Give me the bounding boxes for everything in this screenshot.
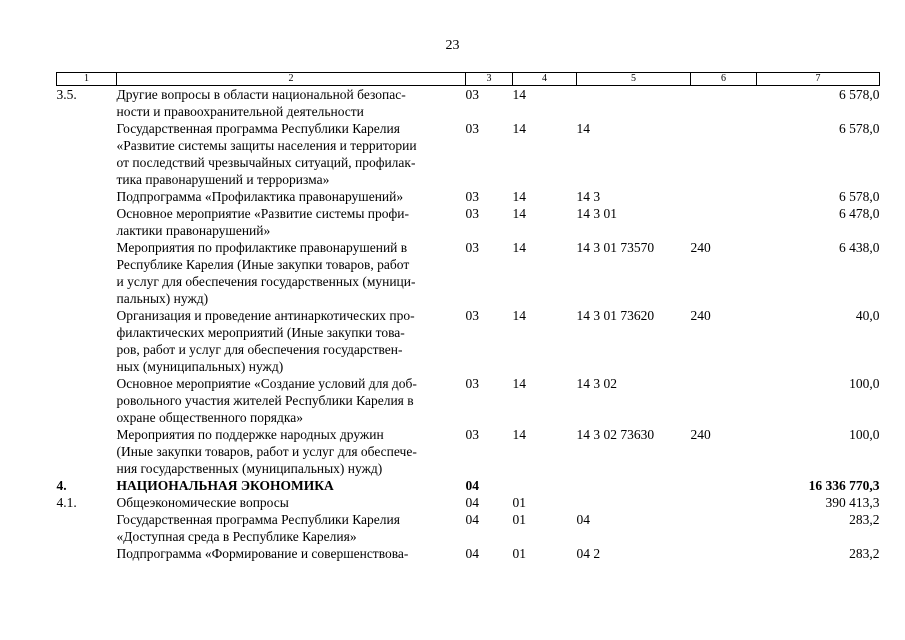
row-name bbox=[117, 188, 466, 205]
row-number bbox=[57, 120, 117, 188]
row-subsection: 14 bbox=[512, 240, 526, 255]
row-name-line: пальных) нужд) bbox=[116, 291, 209, 306]
row-amount: 283,2 bbox=[849, 546, 880, 561]
row-amount: 390 413,3 bbox=[825, 495, 880, 510]
row-number bbox=[57, 239, 117, 307]
row-target-article: 14 3 01 73570 bbox=[576, 240, 655, 255]
table-row bbox=[57, 494, 880, 511]
table-row bbox=[57, 239, 880, 307]
row-name-line: «Доступная среда в Республике Карелия» bbox=[116, 529, 357, 544]
row-target-article: 14 bbox=[576, 121, 590, 136]
row-name-line: Мероприятия по поддержке народных дружин bbox=[116, 427, 384, 442]
row-expense-type: 240 bbox=[690, 308, 711, 323]
row-target-article: 14 3 01 bbox=[576, 206, 617, 221]
row-name-line: Организация и проведение антинаркотических про- bbox=[116, 308, 415, 323]
row-expense-type bbox=[691, 86, 757, 121]
row-expense-type: 240 bbox=[690, 240, 711, 255]
row-target-article: 14 3 02 bbox=[576, 376, 617, 391]
row-name-line: ности и правоохранительной деятельности bbox=[116, 104, 364, 119]
row-subsection: 14 bbox=[512, 206, 526, 221]
row-subsection: 01 bbox=[512, 512, 526, 527]
row-amount: 16 336 770,3 bbox=[808, 478, 880, 493]
column-number: 6 bbox=[691, 73, 757, 86]
table-row bbox=[57, 545, 880, 562]
row-name bbox=[117, 511, 466, 545]
row-number bbox=[57, 188, 117, 205]
row-number bbox=[57, 375, 117, 426]
row-target-article: 04 bbox=[576, 512, 590, 527]
row-expense-type bbox=[691, 545, 757, 562]
row-expense-type bbox=[691, 494, 757, 511]
row-target-article: 14 3 02 73630 bbox=[576, 427, 655, 442]
row-expense-type bbox=[691, 120, 757, 188]
row-section: 04 bbox=[465, 546, 479, 561]
table-row bbox=[57, 511, 880, 545]
row-name-line: ных (муниципальных) нужд) bbox=[116, 359, 284, 374]
row-name-line: ровольного участия жителей Республики Карелия в bbox=[116, 393, 414, 408]
row-subsection: 14 bbox=[512, 121, 526, 136]
row-target-article: 14 3 bbox=[576, 189, 601, 204]
row-amount: 283,2 bbox=[849, 512, 880, 527]
row-section: 03 bbox=[465, 206, 479, 221]
row-section: 03 bbox=[465, 376, 479, 391]
row-target-article bbox=[577, 494, 691, 511]
row-subsection: 14 bbox=[512, 427, 526, 442]
row-name-line: лактики правонарушений» bbox=[116, 223, 271, 238]
row-name bbox=[117, 477, 466, 494]
row-amount: 6 578,0 bbox=[839, 121, 880, 136]
row-name-line: филактических мероприятий (Иные закупки това- bbox=[116, 325, 405, 340]
row-number: 3.5. bbox=[56, 87, 77, 102]
row-name-line: Государственная программа Республики Карелия bbox=[116, 121, 400, 136]
row-subsection: 01 bbox=[512, 495, 526, 510]
row-section: 04 bbox=[465, 478, 479, 493]
row-expense-type: 240 bbox=[690, 427, 711, 442]
table-body bbox=[57, 86, 880, 563]
column-number: 2 bbox=[117, 73, 466, 86]
row-target-article bbox=[577, 477, 691, 494]
row-name-line: ров, работ и услуг для обеспечения государствен- bbox=[116, 342, 403, 357]
row-amount: 100,0 bbox=[849, 376, 880, 391]
row-name-line: и услуг для обеспечения государственных (муници- bbox=[116, 274, 416, 289]
row-name-line: тика правонарушений и терроризма» bbox=[116, 172, 330, 187]
row-name bbox=[117, 375, 466, 426]
row-name-line: ния государственных (муниципальных) нужд) bbox=[116, 461, 383, 476]
row-number bbox=[57, 205, 117, 239]
row-section: 03 bbox=[465, 308, 479, 323]
row-number bbox=[57, 426, 117, 477]
row-subsection: 14 bbox=[512, 308, 526, 323]
row-name-line: от последствий чрезвычайных ситуаций, профилак- bbox=[116, 155, 416, 170]
row-expense-type bbox=[691, 375, 757, 426]
row-name bbox=[117, 86, 466, 121]
row-name-line: Основное мероприятие «Создание условий для доб- bbox=[116, 376, 417, 391]
row-amount: 6 578,0 bbox=[839, 189, 880, 204]
row-target-article: 14 3 01 73620 bbox=[576, 308, 655, 323]
budget-table bbox=[56, 72, 880, 562]
row-name-line: Мероприятия по профилактике правонарушений в bbox=[116, 240, 408, 255]
table-row bbox=[57, 307, 880, 375]
row-name-line: Республике Карелия (Иные закупки товаров, работ bbox=[116, 257, 410, 272]
row-name-line: Общеэкономические вопросы bbox=[116, 495, 289, 510]
row-number: 4.1. bbox=[56, 495, 77, 510]
page-number: 23 bbox=[445, 38, 460, 53]
row-number: 4. bbox=[56, 478, 67, 493]
row-name-line: Государственная программа Республики Карелия bbox=[116, 512, 400, 527]
row-name-line: Подпрограмма «Профилактика правонарушений» bbox=[116, 189, 404, 204]
row-name-line: (Иные закупки товаров, работ и услуг для обеспече- bbox=[116, 444, 417, 459]
row-section: 03 bbox=[465, 121, 479, 136]
column-number: 5 bbox=[577, 73, 691, 86]
row-subsection bbox=[513, 477, 577, 494]
row-section: 03 bbox=[465, 240, 479, 255]
column-number: 7 bbox=[757, 73, 880, 86]
row-section: 03 bbox=[465, 427, 479, 442]
row-section: 04 bbox=[465, 495, 479, 510]
row-expense-type bbox=[691, 188, 757, 205]
column-number: 1 bbox=[57, 73, 117, 86]
row-name-line: охране общественного порядка» bbox=[116, 410, 303, 425]
table-row bbox=[57, 188, 880, 205]
row-name bbox=[117, 239, 466, 307]
table-row bbox=[57, 477, 880, 494]
row-amount: 40,0 bbox=[855, 308, 880, 323]
table-row bbox=[57, 205, 880, 239]
row-section: 03 bbox=[465, 189, 479, 204]
table-row bbox=[57, 120, 880, 188]
table-row bbox=[57, 375, 880, 426]
row-subsection: 14 bbox=[512, 189, 526, 204]
column-number-header bbox=[57, 73, 880, 86]
row-expense-type bbox=[691, 477, 757, 494]
row-amount: 6 578,0 bbox=[839, 87, 880, 102]
row-name bbox=[117, 307, 466, 375]
table-row bbox=[57, 426, 880, 477]
table-row bbox=[57, 86, 880, 121]
row-number bbox=[57, 545, 117, 562]
row-section: 03 bbox=[465, 87, 479, 102]
row-name bbox=[117, 205, 466, 239]
row-name bbox=[117, 494, 466, 511]
row-name bbox=[117, 545, 466, 562]
row-section: 04 bbox=[465, 512, 479, 527]
row-name-line: Подпрограмма «Формирование и совершенствова- bbox=[116, 546, 409, 561]
row-name-line: Другие вопросы в области национальной безопас- bbox=[116, 87, 406, 102]
row-name-line: «Развитие системы защиты населения и территории bbox=[116, 138, 417, 153]
row-expense-type bbox=[691, 205, 757, 239]
column-number: 3 bbox=[466, 73, 513, 86]
row-number bbox=[57, 511, 117, 545]
row-name-line: Основное мероприятие «Развитие системы профи- bbox=[116, 206, 409, 221]
row-expense-type bbox=[691, 511, 757, 545]
row-target-article: 04 2 bbox=[576, 546, 601, 561]
row-name-line: НАЦИОНАЛЬНАЯ ЭКОНОМИКА bbox=[116, 478, 334, 493]
row-target-article bbox=[577, 86, 691, 121]
row-subsection: 01 bbox=[512, 546, 526, 561]
row-number bbox=[57, 307, 117, 375]
row-name bbox=[117, 426, 466, 477]
row-amount: 100,0 bbox=[849, 427, 880, 442]
row-subsection: 14 bbox=[512, 87, 526, 102]
row-amount: 6 438,0 bbox=[839, 240, 880, 255]
row-name bbox=[117, 120, 466, 188]
row-subsection: 14 bbox=[512, 376, 526, 391]
row-amount: 6 478,0 bbox=[839, 206, 880, 221]
column-number: 4 bbox=[513, 73, 577, 86]
